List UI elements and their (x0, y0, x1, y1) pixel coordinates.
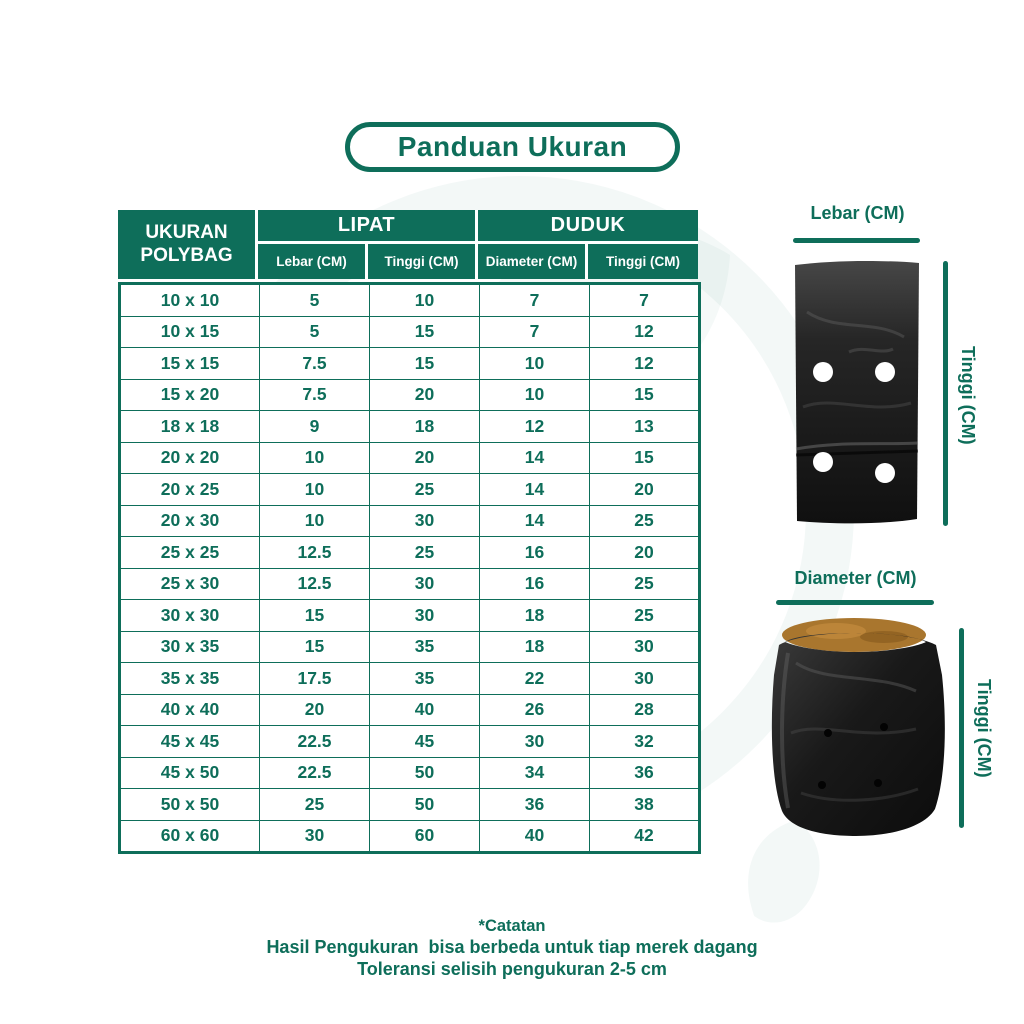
table-row (120, 757, 700, 789)
row-value-cell: 15 (260, 600, 370, 632)
row-value-cell: 15 (590, 442, 700, 474)
header-group-duduk: DUDUK (478, 210, 698, 244)
row-value-cell: 17.5 (260, 663, 370, 695)
row-value-cell: 9 (260, 411, 370, 443)
row-value-cell: 40 (480, 820, 590, 853)
row-value-cell: 7.5 (260, 379, 370, 411)
row-value-cell: 15 (370, 316, 480, 348)
row-value-cell: 10 (480, 348, 590, 380)
row-value-cell: 15 (260, 631, 370, 663)
row-value-cell: 18 (480, 631, 590, 663)
table-row (120, 726, 700, 758)
row-value-cell: 7 (480, 284, 590, 317)
row-value-cell: 25 (590, 600, 700, 632)
table-row (120, 284, 700, 317)
row-value-cell: 28 (590, 694, 700, 726)
row-value-cell: 35 (370, 663, 480, 695)
table-row (120, 568, 700, 600)
row-value-cell: 42 (590, 820, 700, 853)
row-value-cell: 12.5 (260, 537, 370, 569)
row-value-cell: 12 (480, 411, 590, 443)
table-row (120, 348, 700, 380)
row-value-cell: 25 (370, 537, 480, 569)
table-row (120, 694, 700, 726)
row-value-cell: 60 (370, 820, 480, 853)
row-size-cell: 25 x 30 (120, 568, 260, 600)
row-value-cell: 22.5 (260, 726, 370, 758)
row-value-cell: 40 (370, 694, 480, 726)
table-row (120, 379, 700, 411)
row-value-cell: 12 (590, 316, 700, 348)
row-size-cell: 30 x 30 (120, 600, 260, 632)
row-value-cell: 10 (260, 505, 370, 537)
row-value-cell: 34 (480, 757, 590, 789)
size-table-grid (118, 282, 701, 854)
flat-bag-height-rule (943, 261, 948, 526)
row-value-cell: 30 (370, 568, 480, 600)
row-value-cell: 38 (590, 789, 700, 821)
row-value-cell: 25 (370, 474, 480, 506)
row-value-cell: 13 (590, 411, 700, 443)
filled-polybag-image (766, 613, 948, 840)
table-row (120, 600, 700, 632)
row-size-cell: 18 x 18 (120, 411, 260, 443)
row-size-cell: 45 x 50 (120, 757, 260, 789)
row-value-cell: 32 (590, 726, 700, 758)
filled-bag-height-rule (959, 628, 964, 828)
row-value-cell: 10 (260, 442, 370, 474)
filled-bag-height-label: Tinggi (CM) (974, 678, 994, 778)
row-value-cell: 18 (370, 411, 480, 443)
filled-bag-diameter-rule (776, 600, 934, 605)
row-value-cell: 26 (480, 694, 590, 726)
table-row (120, 789, 700, 821)
row-value-cell: 20 (590, 537, 700, 569)
flat-bag-height-label: Tinggi (CM) (958, 345, 978, 445)
row-size-cell: 20 x 20 (120, 442, 260, 474)
row-size-cell: 40 x 40 (120, 694, 260, 726)
table-row (120, 474, 700, 506)
row-value-cell: 12.5 (260, 568, 370, 600)
row-value-cell: 20 (370, 442, 480, 474)
row-size-cell: 45 x 45 (120, 726, 260, 758)
page-title-pill (345, 122, 680, 172)
row-value-cell: 10 (260, 474, 370, 506)
table-row (120, 663, 700, 695)
table-row (120, 442, 700, 474)
row-value-cell: 18 (480, 600, 590, 632)
row-value-cell: 50 (370, 789, 480, 821)
page-title: Panduan Ukuran (397, 131, 628, 162)
row-size-cell: 20 x 25 (120, 474, 260, 506)
row-value-cell: 12 (590, 348, 700, 380)
row-value-cell: 14 (480, 505, 590, 537)
table-row (120, 505, 700, 537)
row-value-cell: 30 (590, 631, 700, 663)
row-size-cell: 35 x 35 (120, 663, 260, 695)
row-value-cell: 5 (260, 316, 370, 348)
size-table-header (118, 210, 698, 279)
footnote-line-merek: Hasil Pengukuran bisa berbeda untuk tiap merek dagang (266, 937, 758, 958)
row-size-cell: 15 x 15 (120, 348, 260, 380)
row-value-cell: 22.5 (260, 757, 370, 789)
row-size-cell: 10 x 15 (120, 316, 260, 348)
row-size-cell: 50 x 50 (120, 789, 260, 821)
row-value-cell: 22 (480, 663, 590, 695)
row-value-cell: 15 (370, 348, 480, 380)
row-size-cell: 25 x 25 (120, 537, 260, 569)
filled-bag-diameter-label: Diameter (CM) (794, 568, 917, 588)
row-size-cell: 15 x 20 (120, 379, 260, 411)
row-value-cell: 30 (480, 726, 590, 758)
table-row (120, 820, 700, 853)
table-row (120, 411, 700, 443)
header-lipat-lebar: Lebar (CM) (258, 244, 368, 279)
row-value-cell: 25 (590, 505, 700, 537)
row-value-cell: 14 (480, 474, 590, 506)
row-value-cell: 20 (260, 694, 370, 726)
row-size-cell: 20 x 30 (120, 505, 260, 537)
footnote-line-toleransi: Toleransi selisih pengukuran 2-5 cm (357, 959, 667, 980)
row-value-cell: 7 (480, 316, 590, 348)
flat-bag-width-label: Lebar (CM) (810, 203, 905, 223)
row-value-cell: 36 (590, 757, 700, 789)
row-value-cell: 30 (370, 600, 480, 632)
row-value-cell: 16 (480, 537, 590, 569)
row-value-cell: 50 (370, 757, 480, 789)
header-group-lipat: LIPAT (258, 210, 478, 244)
row-value-cell: 20 (370, 379, 480, 411)
footnote-title: *Catatan (478, 917, 546, 935)
table-row (120, 537, 700, 569)
row-value-cell: 7.5 (260, 348, 370, 380)
footnote (0, 916, 1024, 981)
row-value-cell: 45 (370, 726, 480, 758)
header-duduk-tinggi: Tinggi (CM) (588, 244, 698, 279)
header-ukuran-polybag: UKURAN POLYBAG (118, 210, 258, 279)
row-value-cell: 15 (590, 379, 700, 411)
row-value-cell: 30 (590, 663, 700, 695)
row-size-cell: 10 x 10 (120, 284, 260, 317)
row-value-cell: 36 (480, 789, 590, 821)
row-value-cell: 10 (370, 284, 480, 317)
row-value-cell: 14 (480, 442, 590, 474)
size-table (118, 210, 698, 854)
row-value-cell: 7 (590, 284, 700, 317)
table-row (120, 316, 700, 348)
row-value-cell: 25 (260, 789, 370, 821)
row-value-cell: 10 (480, 379, 590, 411)
row-value-cell: 30 (260, 820, 370, 853)
header-duduk-diameter: Diameter (CM) (478, 244, 588, 279)
size-table-body (120, 284, 700, 853)
row-value-cell: 5 (260, 284, 370, 317)
row-value-cell: 20 (590, 474, 700, 506)
flat-polybag-image (789, 257, 925, 528)
row-value-cell: 25 (590, 568, 700, 600)
row-size-cell: 30 x 35 (120, 631, 260, 663)
row-value-cell: 16 (480, 568, 590, 600)
table-row (120, 631, 700, 663)
row-value-cell: 30 (370, 505, 480, 537)
header-lipat-tinggi: Tinggi (CM) (368, 244, 478, 279)
flat-bag-width-rule (793, 238, 920, 243)
row-size-cell: 60 x 60 (120, 820, 260, 853)
row-value-cell: 35 (370, 631, 480, 663)
